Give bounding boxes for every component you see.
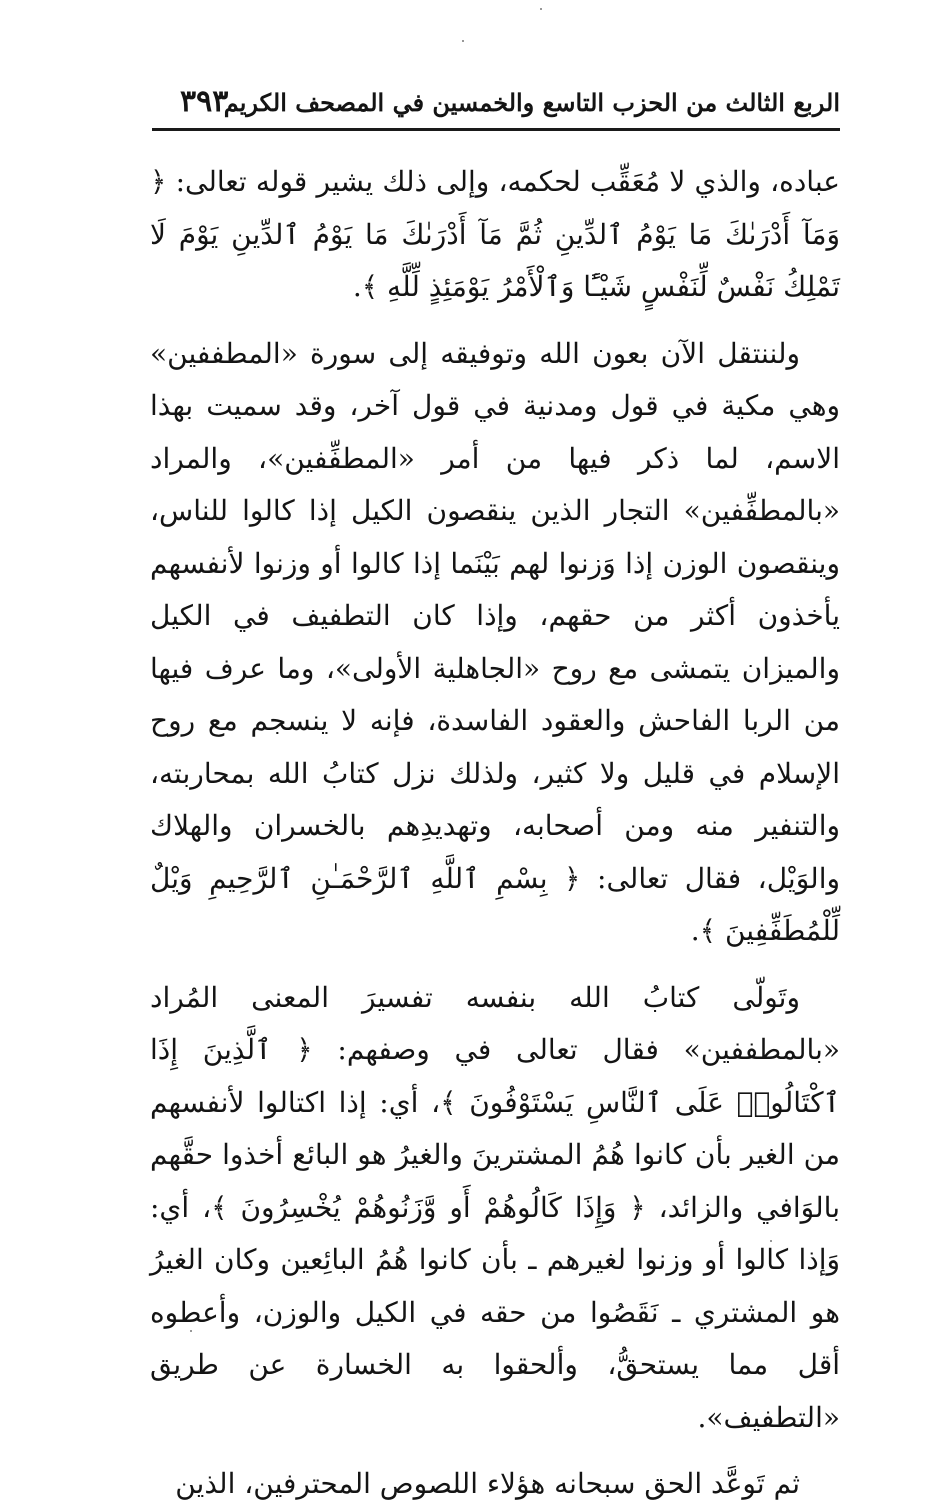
paragraph-4: ثم تَوعَّد الحق سبحانه هؤلاء اللصوص المحترفين، الذين [175,1467,800,1500]
header-rule [152,128,840,131]
scan-speck [770,1240,772,1242]
body-text [150,156,840,1511]
header-title: الربع الثالث من الحزب التاسع والخمسين في المصحف الكريم [223,88,840,117]
running-header [152,82,840,126]
scan-speck [462,40,464,42]
paragraph-2: ولننتقل الآن بعون الله وتوفيقه إلى سورة «المطففين» وهي مكية في قول ومدنية في قول آخر، وقد سميت بهذا الاسم، لما ذكر فيها من أمر «المطفِّفين»، والمراد «بالمطفِّفين» التجار الذين ينقصون الكيل إذا كالوا للناس، وينقصون الوزن إذا وَزنوا لهم بَيْنَما إذا كالوا أو وزنوا لأنفسهم يأخذون أكثر من حقهم، وإذا كان التطفيف في الكيل والميزان يتمشى مع روح «الجاهلية الأولى»، وما عرف فيها من الربا الفاحش والعقود الفاسدة، فإنه لا ينسجم مع روح الإسلام في قليل ولا كثير، ولذلك نزل كتابُ الله بمحاربته، والتنفير منه ومن أصحابه، وتهديدِهم بالخسران والهلاك والوَيْل، فقال تعالى: ﴿ بِسْمِ ٱللَّهِ ٱلرَّحْمَـٰنِ ٱلرَّحِيمِ وَيْلٌ لِّلْمُطَفِّفِينَ ﴾. [150,336,840,947]
paragraph-3: وتَولّى كتابُ الله بنفسه تفسيرَ المعنى المُراد «بالمطففين» فقال تعالى في وصفهم: ﴿ ٱلَّذِينَ إِذَا ٱكْتَالُوا۟ عَلَى ٱلنَّاسِ يَسْتَوْفُونَ ﴾، أي: إذا اكتالوا لأنفسهم من الغير بأن كانوا هُمُ المشترينَ والغيرُ هو البائع أخذوا حقَّهم بالوَافي والزائد، ﴿ وَإِذَا كَالُوهُمْ أَو وَّزَنُوهُمْ يُخْسِرُونَ ﴾، أي: وَإذا كالوا أو وزنوا لغيرهم ـ بأن كانوا هُمُ البائِعين وكان الغيرُ هو المشتري ـ نَقَصُوا من حقه في الكيل والوزن، وأعطوه أقل مما يستحقُّ، وألحقوا به الخسارة عن طريق «التطفيف». [150,980,840,1434]
paragraph-1: عباده، والذي لا مُعَقِّب لحكمه، وإلى ذلك يشير قوله تعالى: ﴿ وَمَآ أَدْرَىٰكَ مَا يَوْمُ ٱلدِّينِ ثُمَّ مَآ أَدْرَىٰكَ مَا يَوْمُ ٱلدِّينِ يَوْمَ لَا تَمْلِكُ نَفْسٌ لِّنَفْسٍ شَيْـًٔا وَٱلْأَمْرُ يَوْمَئِذٍ لِّلَّهِ ﴾. [150,165,840,303]
scan-speck [190,1330,192,1332]
page-number: ٣٩٣ [180,84,229,119]
scan-speck [540,8,542,10]
